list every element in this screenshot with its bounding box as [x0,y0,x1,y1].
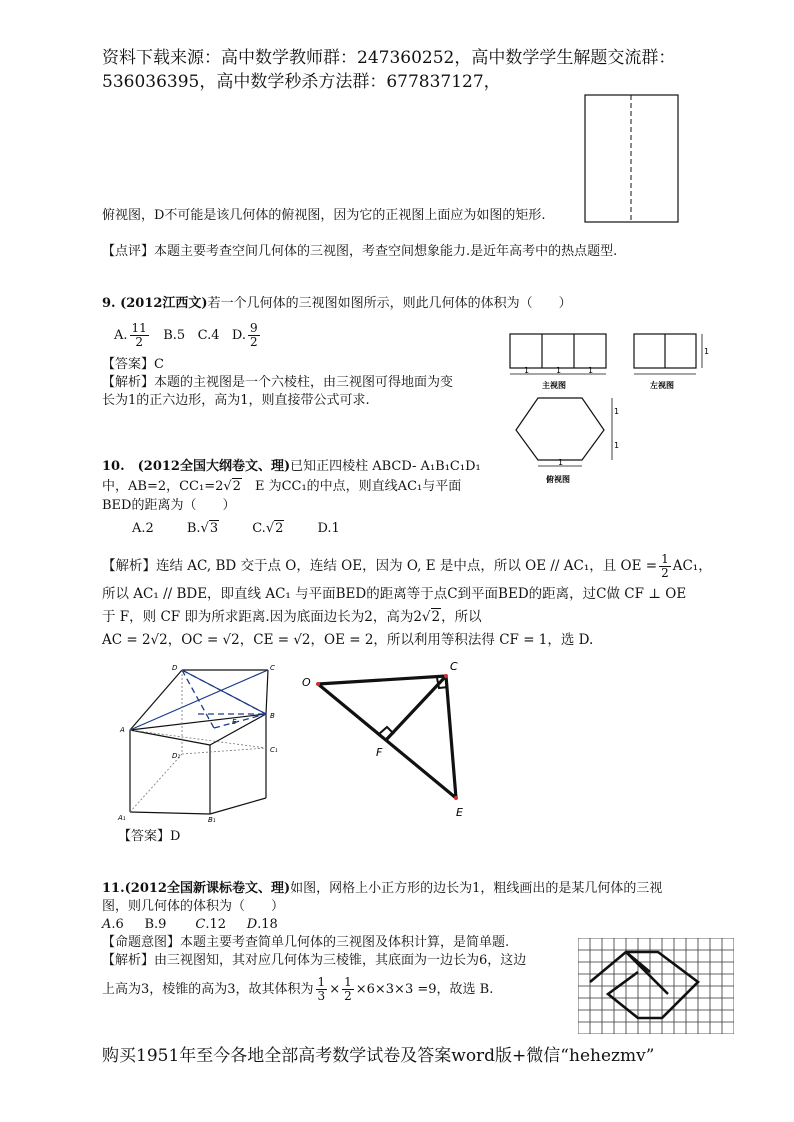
q8-rectangle-figure [584,94,680,224]
q10-analysis-2: 所以 AC₁ // BDE，即直线 AC₁ 与平面BED的距离等于点C到平面BED的距离，过C做 CF ⊥ OE [102,586,687,602]
q11-stem-2: 图，则几何体的体积为（ ） [102,899,285,914]
q10-options: A.2 B.√3 C.√2 D.1 [132,521,340,536]
svg-text:B: B [270,712,275,720]
svg-text:1: 1 [614,441,620,450]
svg-text:1: 1 [556,366,562,375]
front-view-label: 主视图 [542,381,566,390]
q11-grid-figure [578,938,734,1034]
q9-answer: 【答案】C [102,357,164,372]
q11-options: A.6 B.9 C.12 D.18 [102,917,278,932]
svg-text:1: 1 [704,347,710,356]
q9-top-view [516,398,619,484]
q8-text: 俯视图，D不可能是该几何体的俯视图，因为它的正视图上面应为如图的矩形. [102,208,546,223]
svg-text:C₁: C₁ [270,746,278,754]
svg-text:C: C [270,664,275,672]
footer-text: 购买1951年至今各地全部高考数学试卷及答案word版+微信“hehezmv” [102,1046,655,1066]
header-line-1: 资料下载来源：高中数学教师群：247360252，高中数学学生解题交流群： [102,48,676,68]
svg-text:C: C [450,660,458,673]
q10-analysis-3: 于 F，则 CF 即为所求距离.因为底面边长为2，高为2√2，所以 [102,609,482,625]
q9-stem: 9. (2012江西文)若一个几何体的三视图如图所示，则此几何体的体积为（ ） [102,296,572,311]
top-view-label: 俯视图 [546,475,570,484]
q9-front-view [510,334,606,390]
q10-prism-figure [112,658,292,824]
q9-three-view-figure [500,326,730,491]
svg-text:D: D [172,664,178,672]
q10-answer: 【答案】D [118,829,181,844]
q10-stem-2: 中，AB=2，CC₁=2√2 E 为CC₁的中点，则直线AC₁与平面 [102,479,462,494]
q10-triangle-figure [296,650,486,824]
svg-text:O: O [302,676,311,689]
q9-side-view [634,334,709,390]
svg-text:1: 1 [588,366,594,375]
header-line-2: 536036395，高中数学秒杀方法群：677837127， [102,72,501,92]
svg-text:1: 1 [558,458,564,467]
q11-analysis-1: 【解析】由三视图知，其对应几何体为三棱锥，其底面为一边长为6，这边 [102,953,527,968]
q10-analysis-4: AC = 2√2，OC = √2，CE = √2，OE = 2，所以利用等积法得 CF = 1，选 D. [102,632,594,648]
q8-comment: 【点评】本题主要考查空间几何体的三视图，考查空间想象能力.是近年高考中的热点题型. [102,244,618,259]
svg-text:F: F [376,746,383,759]
q10-stem-3: BED的距离为（ ） [102,498,236,513]
q9-analysis-2: 长为1的正六边形，高为1，则直接带公式可求. [102,393,370,408]
svg-text:A: A [120,726,125,734]
svg-text:A₁: A₁ [118,814,126,822]
svg-text:E: E [456,806,463,819]
q9-analysis-1: 【解析】本题的主视图是一个六棱柱，由三视图可得地面为变 [102,375,454,390]
svg-text:1: 1 [524,366,530,375]
svg-text:D₁: D₁ [172,752,181,760]
q9-options: A. $\frac{11}{2}$ B.5 C.4 D. $\frac{9}{2}$ [114,321,258,349]
q10-analysis-1: 【解析】连结 AC, BD 交于点 O，连结 OE，因为 O, E 是中点，所以 OE // AC₁，且 OE = $\frac{1}{2}$ AC₁， [102,552,712,580]
q11-stem-1: 11.(2012全国新课标卷文、理)如图，网格上小正方形的边长为1，粗线画出的是某几何体的三视 [102,881,663,896]
svg-text:B₁: B₁ [208,816,216,824]
q10-stem-1: 10. (2012全国大纲卷文、理)已知正四棱柱 ABCD- A₁B₁C₁D₁ [102,459,481,474]
q11-analysis-2: 上高为3，棱锥的高为3，故其体积为 $\frac{1}{3}$ × $\frac{1}{2}$ ×6×3×3 =9，故选 B. [102,975,494,1003]
side-view-label: 左视图 [650,381,674,390]
q11-intent: 【命题意图】本题主要考查简单几何体的三视图及体积计算，是简单题. [102,935,510,950]
svg-text:1: 1 [614,407,620,416]
svg-text:E: E [232,718,237,726]
